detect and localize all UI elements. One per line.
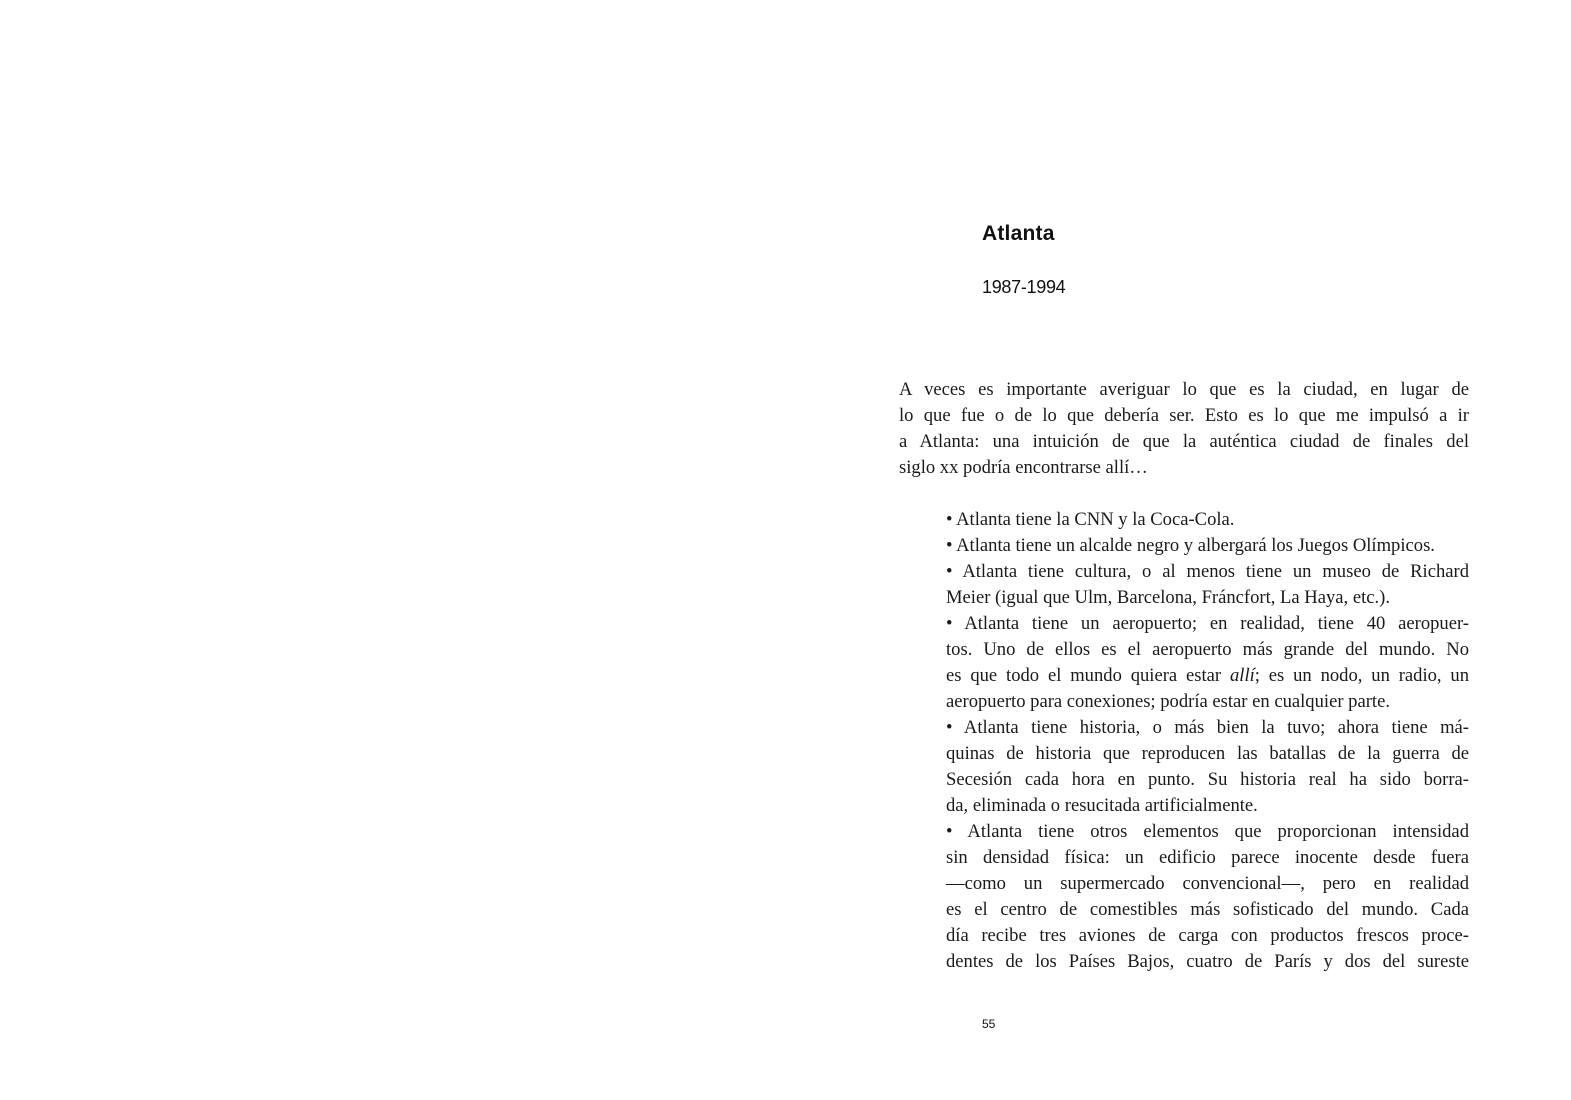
intro-line: siglo xx podría encontrarse allí… (899, 457, 1148, 478)
right-page (786, 0, 1571, 1100)
italic-word: allí (1229, 665, 1255, 686)
bullet-line-with-italic (946, 663, 1469, 689)
bullet-line: aeropuerto para conexiones; podría estar en cualquier parte. (946, 691, 1390, 712)
bullet-item-cnn (946, 507, 1469, 533)
left-page-blank (0, 0, 785, 1100)
bullet-line: • Atlanta tiene otros elementos que proporcionan intensidad (946, 821, 1469, 842)
chapter-title: Atlanta (982, 222, 1055, 245)
bullet-item-culture (946, 559, 1469, 611)
bullet-item-airport (946, 611, 1469, 715)
bullet-line: Meier (igual que Ulm, Barcelona, Fráncfort, La Haya, etc.). (946, 587, 1390, 608)
bullet-line: quinas de historia que reproducen las batallas de la guerra de (946, 743, 1469, 764)
bullet-line: • Atlanta tiene la CNN y la Coca-Cola. (946, 509, 1235, 530)
bullet-line: es el centro de comestibles más sofisticado del mundo. Cada (946, 899, 1469, 920)
bullet-line: —como un supermercado convencional—, pero en realidad (946, 873, 1469, 894)
chapter-years: 1987-1994 (982, 277, 1066, 297)
bullet-item-history (946, 715, 1469, 819)
intro-line: A veces es importante averiguar lo que es la ciudad, en lugar de (899, 379, 1469, 400)
bullet-line-part: ; es un nodo, un radio, un (1254, 665, 1470, 686)
intro-line: a Atlanta: una intuición de que la auténtica ciudad de finales del (899, 431, 1469, 452)
bullet-line: Secesión cada hora en punto. Su historia real ha sido borra- (946, 769, 1469, 790)
bullet-line: • Atlanta tiene cultura, o al menos tiene un museo de Richard (946, 561, 1469, 582)
bullet-item-mayor (946, 533, 1469, 559)
page-number: 55 (982, 1017, 996, 1031)
bullet-line: • Atlanta tiene un aeropuerto; en realidad, tiene 40 aeropuer- (946, 613, 1469, 634)
intro-paragraph (899, 377, 1469, 481)
intro-line: lo que fue o de lo que debería ser. Esto es lo que me impulsó a ir (899, 405, 1469, 426)
bullet-line: tos. Uno de ellos es el aeropuerto más grande del mundo. No (946, 639, 1469, 660)
bullet-line: • Atlanta tiene un alcalde negro y albergará los Juegos Olímpicos. (946, 535, 1435, 556)
bullet-line: da, eliminada o resucitada artificialmente. (946, 795, 1258, 816)
bullet-item-intensity (946, 819, 1469, 975)
bullet-line: día recibe tres aviones de carga con productos frescos proce- (946, 925, 1469, 946)
bullet-line-part: es que todo el mundo quiera estar (946, 665, 1230, 686)
bullet-line: dentes de los Países Bajos, cuatro de París y dos del sureste (946, 951, 1469, 972)
bullet-line: sin densidad física: un edificio parece inocente desde fuera (946, 847, 1469, 868)
bullet-list (946, 507, 1469, 975)
bullet-line: • Atlanta tiene historia, o más bien la tuvo; ahora tiene má- (946, 717, 1469, 738)
